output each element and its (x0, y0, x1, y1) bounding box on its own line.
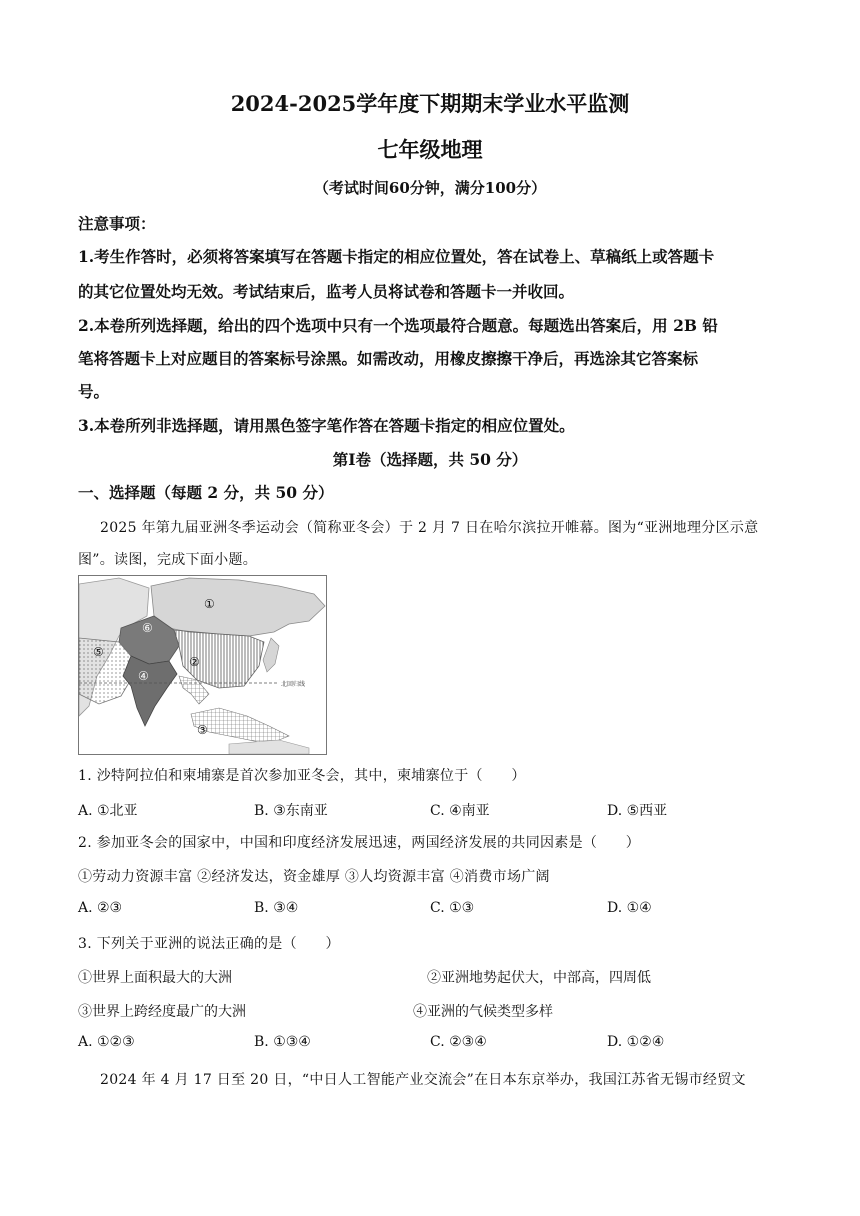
q3-statement-2: ②亚洲地势起伏大，中部高，四周低 (427, 970, 651, 986)
q1-option-c[interactable]: C. ④南亚 (430, 803, 490, 819)
q3-statement-3: ③世界上跨经度最广的大洲 (78, 1004, 246, 1020)
q2-statements: ①劳动力资源丰富 ②经济发达，资金雄厚 ③人均资源丰富 ④消费市场广阔 (78, 869, 550, 885)
q2-option-d[interactable]: D. ①④ (607, 900, 652, 916)
intro-line-2: 图”。读图，完成下面小题。 (78, 552, 258, 568)
q3-option-d[interactable]: D. ①②④ (607, 1034, 665, 1050)
notice-line-5: 号。 (78, 382, 110, 401)
map-label-1: ① (204, 597, 215, 611)
notice-line-3: 2.本卷所列选择题，给出的四个选项中只有一个选项最符合题意。每题选出答案后，用 2B 铅 (78, 316, 718, 335)
exam-subject: 七年级地理 (377, 137, 483, 162)
map-label-5: ⑤ (93, 645, 104, 659)
intro-line-1: 2025 年第九届亚洲冬季运动会（简称亚冬会）于 2 月 7 日在哈尔滨拉开帷幕。图为“亚洲地理分区示意 (100, 520, 759, 536)
q1-option-a[interactable]: A. ①北亚 (78, 803, 138, 819)
q3-stem: 3. 下列关于亚洲的说法正确的是（ ） (78, 936, 340, 952)
notice-line-2: 的其它位置处均无效。考试结束后，监考人员将试卷和答题卡一并收回。 (78, 282, 575, 301)
exam-title: 2024-2025学年度下期期末学业水平监测 (230, 91, 630, 116)
volume-heading: 第Ⅰ卷（选择题，共 50 分） (332, 450, 528, 469)
q3-option-b[interactable]: B. ①③④ (254, 1034, 311, 1050)
q1-option-d[interactable]: D. ⑤西亚 (607, 803, 668, 819)
q3-option-a[interactable]: A. ①②③ (78, 1034, 135, 1050)
q2-option-a[interactable]: A. ②③ (78, 900, 123, 916)
map-label-4: ④ (138, 669, 149, 683)
map-label-2: ② (189, 655, 200, 669)
notice-line-6: 3.本卷所列非选择题，请用黑色签字笔作答在答题卡指定的相应位置处。 (78, 416, 575, 435)
notice-heading: 注意事项： (78, 214, 156, 233)
next-intro-line: 2024 年 4 月 17 日至 20 日，“中日人工智能产业交流会”在日本东京举办，我国江苏省无锡市经贸文 (100, 1072, 746, 1088)
asia-region-map (78, 575, 327, 755)
q1-stem: 1. 沙特阿拉伯和柬埔寨是首次参加亚冬会，其中，柬埔寨位于（ ） (78, 768, 526, 784)
q3-option-c[interactable]: C. ②③④ (430, 1034, 487, 1050)
notice-line-1: 1.考生作答时，必须将答案填写在答题卡指定的相应位置处，答在试卷上、草稿纸上或答题卡 (78, 247, 715, 266)
asia-map-svg (79, 576, 326, 754)
q3-statement-4: ④亚洲的气候类型多样 (413, 1004, 553, 1020)
map-label-3: ③ (197, 723, 208, 737)
tropic-label: 北回归线 (281, 681, 306, 688)
notice-line-4: 笔将答题卡上对应题目的答案标号涂黑。如需改动，用橡皮擦擦干净后，再选涂其它答案标 (78, 349, 699, 368)
q1-option-b[interactable]: B. ③东南亚 (254, 803, 328, 819)
exam-info: （考试时间60分钟，满分100分） (313, 179, 547, 197)
q2-option-b[interactable]: B. ③④ (254, 900, 299, 916)
q3-statement-1: ①世界上面积最大的大洲 (78, 970, 232, 986)
q2-stem: 2. 参加亚冬会的国家中，中国和印度经济发展迅速，两国经济发展的共同因素是（ ） (78, 835, 641, 851)
part-heading: 一、选择题（每题 2 分，共 50 分） (78, 483, 334, 502)
map-label-6: ⑥ (142, 621, 153, 635)
q2-option-c[interactable]: C. ①③ (430, 900, 475, 916)
